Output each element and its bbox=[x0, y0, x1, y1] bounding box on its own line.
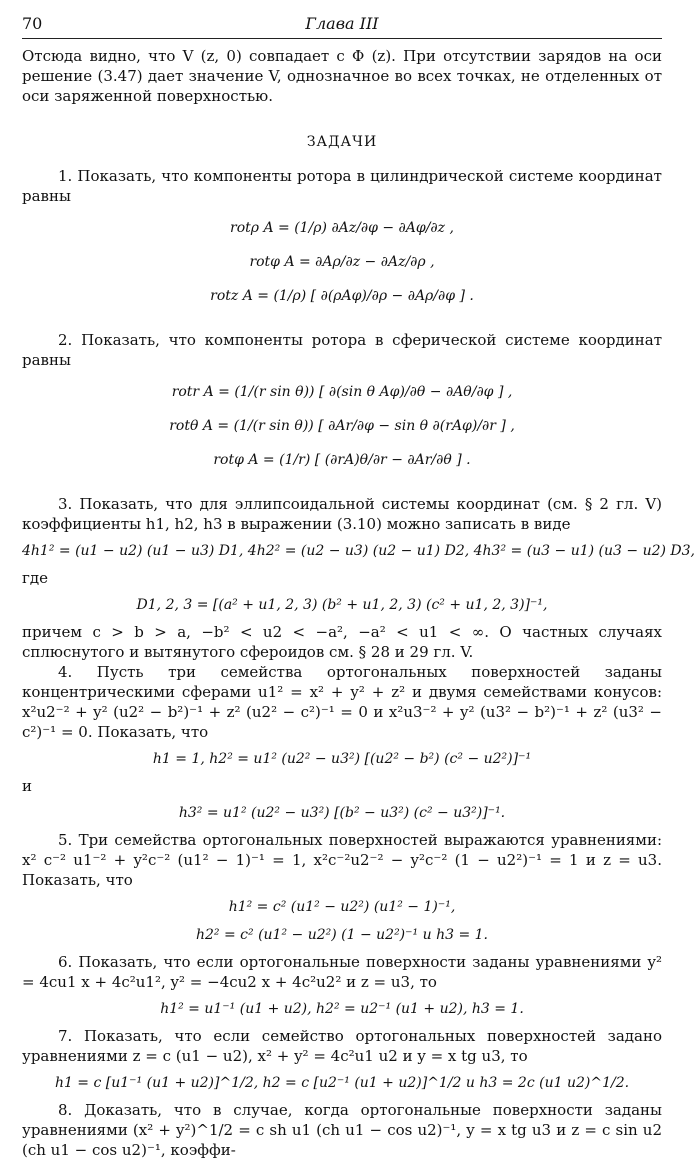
page-content bbox=[22, 46, 695, 1160]
problem-2-eq-3: rotφ A = (1/r) [ (∂rA)θ/∂r − ∂Ar/∂θ ] . bbox=[213, 452, 471, 468]
problem-3-where: где bbox=[22, 569, 48, 587]
problem-7-eq-1: h1 = c [u1⁻¹ (u1 + u2)]^1/2, h2 = c [u2⁻¹ (u1 + u2)]^1/2 и h3 = 2c (u1 u2)^1/2. bbox=[54, 1075, 630, 1091]
problem-7-text: 7. Показать, что если семейство ортогональных поверхностей задано уравнениями z = c (u1 − u2), x² + y² = 4c²u1 u2 и y = x tg u3, то bbox=[22, 1027, 662, 1065]
problem-2-text: 2. Показать, что компоненты ротора в сферической системе координат равны bbox=[22, 331, 662, 369]
section-title: ЗАДАЧИ bbox=[306, 134, 378, 150]
problem-1-text: 1. Показать, что компоненты ротора в цилиндрической системе координат равны bbox=[22, 167, 662, 205]
problem-1-eq-1: rotρ A = (1/ρ) ∂Az/∂φ − ∂Aφ/∂z , bbox=[230, 220, 454, 236]
problem-1-eq-2: rotφ A = ∂Aρ/∂z − ∂Az/∂ρ , bbox=[249, 254, 435, 270]
problem-5-text: 5. Три семейства ортогональных поверхностей выражаются уравнениями: x² c⁻² u1⁻² + y²c⁻² (u1² − 1)⁻¹ = 1, x²c⁻²u2⁻² − y²c⁻² (1 − u2²)⁻¹ = 1 и z = u3. Показать, что bbox=[22, 831, 662, 889]
problem-2-eq-1: rotr A = (1/(r sin θ)) [ ∂(sin θ Aφ)/∂θ − ∂Aθ/∂φ ] , bbox=[171, 384, 513, 400]
problem-4-eq-1: h1 = 1, h2² = u1² (u2² − u3²) [(u2² − b²) (c² − u2²)]⁻¹ bbox=[152, 751, 532, 767]
problem-6-eq-1: h1² = u1⁻¹ (u1 + u2), h2² = u2⁻¹ (u1 + u2), h3 = 1. bbox=[160, 1001, 524, 1017]
problem-5-eq-2: h2² = c² (u1² − u2²) (1 − u2²)⁻¹ и h3 = 1. bbox=[196, 927, 488, 943]
intro-paragraph: Отсюда видно, что V (z, 0) совпадает с Φ (z). При отсутствии зарядов на оси решение (3.47) дает значение V, однозначное во всех точках, не отделенных от оси заряженной поверхностью. bbox=[22, 47, 662, 105]
problem-4-eq-2: h3² = u1² (u2² − u3²) [(b² − u3²) (c² − u3²)]⁻¹. bbox=[178, 805, 506, 821]
problem-5-eq-1: h1² = c² (u1² − u2²) (u1² − 1)⁻¹, bbox=[228, 899, 456, 915]
problem-3-after: причем c > b > a, −b² < u2 < −a², −a² < u1 < ∞. О частных случаях сплюснутого и вытянутого сфероидов см. § 28 и 29 гл. V. bbox=[22, 623, 662, 661]
problem-4-text: 4. Пусть три семейства ортогональных поверхностей заданы концентрическими сферами u1² = x² + y² + z² и двумя семействами конусов: x²u2⁻² + y² (u2² − b²)⁻¹ + z² (u2² − c²)⁻¹ = 0 и x²u3⁻² + y² (u3² − b²)⁻¹ + z² (u3² − c²)⁻¹ = 0. Показать, что bbox=[22, 663, 662, 741]
chapter-title: Глава III bbox=[305, 14, 379, 33]
page-number: 70 bbox=[22, 14, 43, 33]
problem-3-eq-2: D1, 2, 3 = [(a² + u1, 2, 3) (b² + u1, 2, 3) (c² + u1, 2, 3)]⁻¹, bbox=[136, 597, 548, 613]
page-header bbox=[22, 12, 662, 39]
problem-3-text: 3. Показать, что для эллипсоидальной системы координат (см. § 2 гл. V) коэффициенты h1, h2, h3 в выражении (3.10) можно записать в виде bbox=[22, 495, 662, 533]
problem-6-text: 6. Показать, что если ортогональные поверхности заданы уравнениями y² = 4cu1 x + 4c²u1², y² = −4cu2 x + 4c²u2² и z = u3, то bbox=[22, 953, 662, 991]
problem-2-eq-2: rotθ A = (1/(r sin θ)) [ ∂Ar/∂φ − sin θ ∂(rAφ)/∂r ] , bbox=[169, 418, 515, 434]
problem-4-and: и bbox=[22, 777, 32, 795]
problem-3-eq-1: 4h1² = (u1 − u2) (u1 − u3) D1, 4h2² = (u2 − u3) (u2 − u1) D2, 4h3² = (u3 − u1) (u3 − u2) D3, bbox=[22, 543, 695, 559]
problem-1-eq-3: rotz A = (1/ρ) [ ∂(ρAφ)/∂ρ − ∂Aρ/∂φ ] . bbox=[210, 288, 474, 304]
problem-8-text: 8. Доказать, что в случае, когда ортогональные поверхности заданы уравнениями (x² + y²)^1/2 = c sh u1 (ch u1 − cos u2)⁻¹, y = x tg u3 и z = c sin u2 (ch u1 − cos u2)⁻¹, коэффи- bbox=[22, 1101, 662, 1159]
